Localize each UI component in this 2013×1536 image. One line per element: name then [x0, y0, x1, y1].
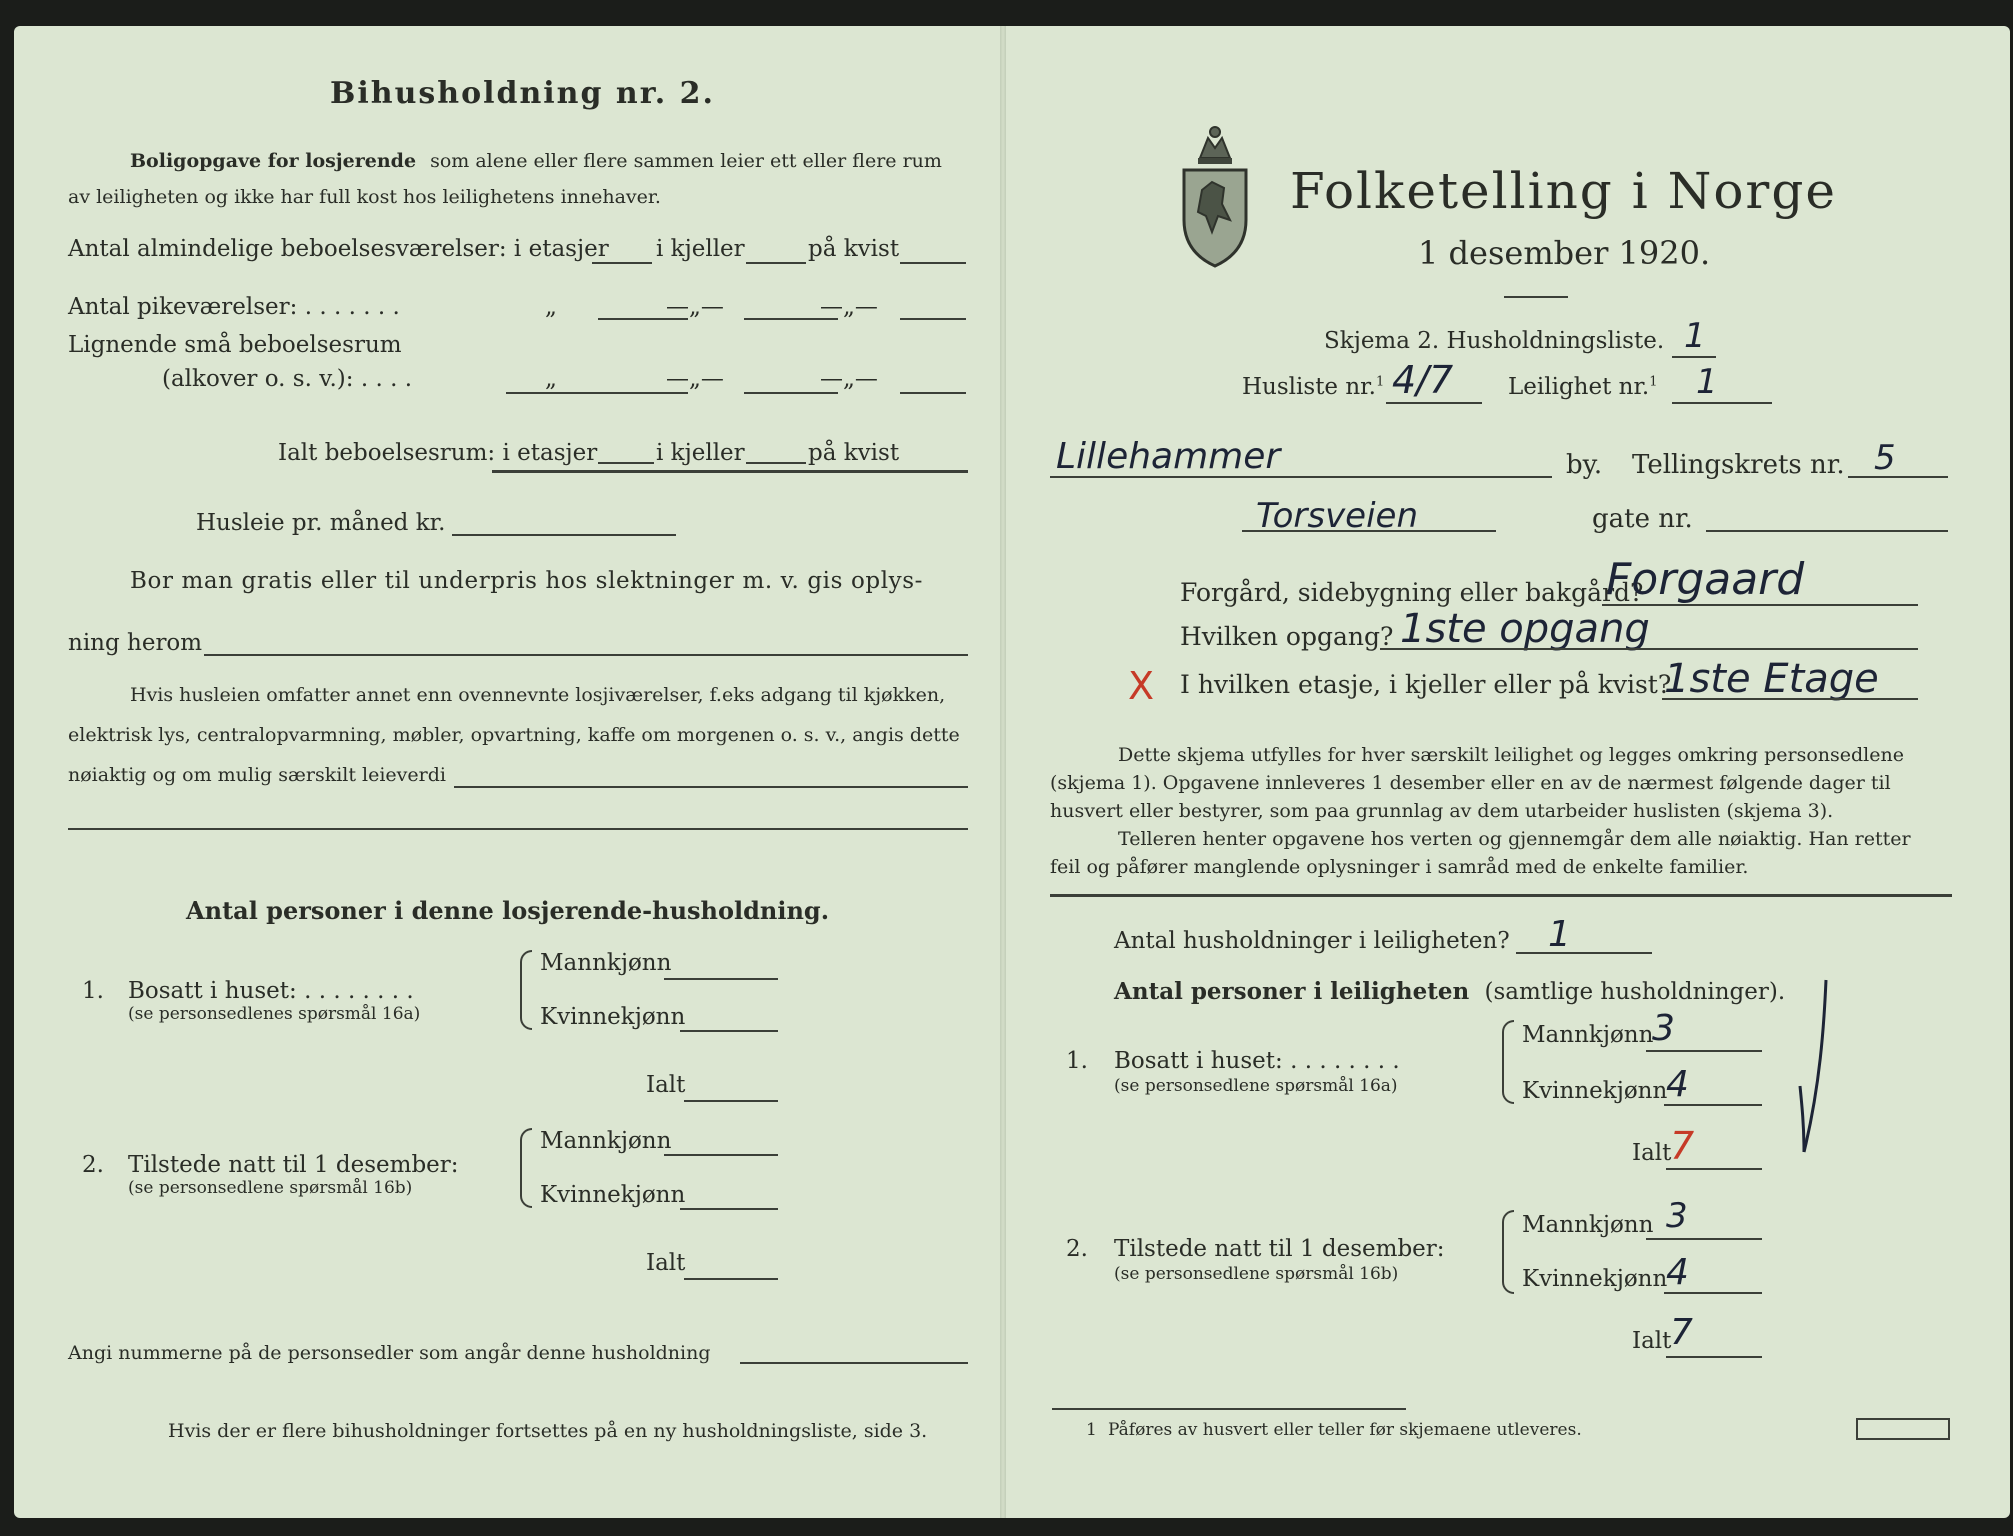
r-bosatt-mann-field[interactable]	[1646, 1050, 1762, 1052]
ditto-mark: „	[545, 294, 557, 320]
footnote-num: 1	[1086, 1420, 1097, 1440]
krets-value: 5	[1874, 438, 1896, 478]
by-label: by.	[1566, 450, 1603, 480]
ditto-dash: —„—	[666, 366, 724, 392]
gate-field[interactable]	[1242, 530, 1496, 532]
kvist-field[interactable]	[900, 262, 966, 264]
husleie-field[interactable]	[452, 534, 676, 536]
bosatt-mann-field[interactable]	[664, 978, 778, 980]
gratis-field[interactable]	[204, 654, 968, 656]
dette-line-1: Dette skjema utfylles for hver særskilt leilighet og legges omkring personsedlene	[1118, 744, 1904, 766]
gate-value: Torsveien	[1256, 496, 1419, 536]
r-bosatt-ref: (se personsedlene spørsmål 16a)	[1114, 1076, 1398, 1096]
r-tilstede-brace	[1502, 1210, 1514, 1294]
bosatt-kvinne-label: Kvinnekjønn	[540, 1004, 686, 1030]
lign-etasjer-field[interactable]	[506, 392, 688, 394]
tilstede-mann-field[interactable]	[664, 1154, 778, 1156]
tilstede-mann-label: Mannkjønn	[540, 1128, 672, 1154]
r-tilstede-kvinne-label: Kvinnekjønn	[1522, 1266, 1668, 1292]
row-antal-label: Antal almindelige beboelsesværelser: i etasjer	[68, 236, 609, 262]
dette-line-2: (skjema 1). Opgavene innleveres 1 desember eller en av de nærmest følgende dager til	[1050, 772, 1891, 794]
intro-line-2: av leiligheten og ikke har full kost hos leilighetens innehaver.	[68, 186, 661, 208]
r-tilstede-kvinne-value: 4	[1666, 1252, 1689, 1293]
etasje-label: I hvilken etasje, i kjeller eller på kvist?	[1180, 670, 1672, 699]
bosatt-ialt-field[interactable]	[684, 1100, 778, 1102]
leilighet-field[interactable]	[1672, 402, 1772, 404]
opgang-value: 1ste opgang	[1400, 606, 1650, 652]
husliste-label	[1242, 374, 1384, 400]
r-bosatt-mann-label: Mannkjønn	[1522, 1022, 1654, 1048]
antal-pers-heading	[1114, 978, 1785, 1005]
r-tilstede-ialt-label: Ialt	[1632, 1328, 1672, 1354]
antal-pers-rest: (samtlige husholdninger).	[1484, 979, 1786, 1005]
r-tilstede-mann-label: Mannkjønn	[1522, 1212, 1654, 1238]
by-value: Lillehammer	[1056, 436, 1281, 477]
tilstede-ialt-label: Ialt	[646, 1250, 686, 1276]
antal-hush-field[interactable]	[1516, 952, 1652, 954]
gate-label: gate nr.	[1592, 504, 1693, 534]
leieverdi-field-2[interactable]	[68, 828, 968, 830]
bosatt-kvinne-field[interactable]	[680, 1030, 778, 1032]
ialt-kjeller-field[interactable]	[746, 462, 806, 464]
etasje-field[interactable]	[1662, 698, 1918, 700]
intro-line-1	[130, 150, 942, 172]
kvist-label: på kvist	[808, 236, 900, 262]
antal-pers-bold: Antal personer i leiligheten	[1114, 978, 1470, 1005]
ditto-dash: —„—	[820, 366, 878, 392]
ialt-etasjer-field[interactable]	[598, 462, 654, 464]
r-tilstede-label: Tilstede natt til 1 desember:	[1114, 1236, 1445, 1262]
ditto-mark: „	[545, 366, 557, 392]
census-date: 1 desember 1920.	[1418, 234, 1711, 272]
bosatt-label: Bosatt i huset: . . . . . . . .	[128, 978, 414, 1004]
hvis-line-2: elektrisk lys, centralopvarmning, møbler, opvartning, kaffe om morgenen o. s. v., angis dette	[68, 724, 960, 746]
page-fold	[1000, 26, 1006, 1518]
r-bosatt-kvinne-field[interactable]	[1664, 1104, 1762, 1106]
footnote-ref: 1	[1375, 374, 1385, 390]
hvis-line-3: nøiaktig og om mulig særskilt leieverdi	[68, 764, 446, 786]
fortsett-note: Hvis der er flere bihusholdninger fortsettes på en ny husholdningsliste, side 3.	[168, 1420, 928, 1442]
tilstede-num: 2.	[82, 1152, 104, 1178]
row-lign-1: Lignende små beboelsesrum	[68, 332, 402, 358]
bosatt-num: 1.	[82, 978, 104, 1004]
hush-nr-value: 1	[1684, 316, 1706, 356]
bosatt-ref: (se personsedlenes spørsmål 16a)	[128, 1004, 421, 1024]
r-tilstede-ialt-value: 7	[1670, 1312, 1693, 1353]
tilstede-ref: (se personsedlene spørsmål 16b)	[128, 1178, 413, 1198]
left-title: Bihusholdning nr. 2.	[330, 76, 715, 111]
footnote-rule	[1052, 1408, 1406, 1410]
check-stroke-icon	[1796, 976, 1836, 1156]
bosatt-brace	[520, 950, 532, 1030]
r-tilstede-num: 2.	[1066, 1236, 1088, 1262]
kjeller-field[interactable]	[746, 262, 806, 264]
printer-stamp	[1856, 1418, 1950, 1440]
antal-hush-label: Antal husholdninger i leiligheten?	[1114, 928, 1510, 954]
husliste-text: Husliste nr.	[1242, 374, 1376, 400]
leieverdi-field[interactable]	[454, 786, 968, 788]
gratis-line-2: ning herom	[68, 630, 203, 656]
krets-field[interactable]	[1848, 476, 1948, 478]
angi-label: Angi nummerne på de personsedler som angår denne husholdning	[68, 1342, 711, 1364]
red-check-mark: X	[1128, 664, 1155, 708]
tilstede-label: Tilstede natt til 1 desember:	[128, 1152, 459, 1178]
opgang-label: Hvilken opgang?	[1180, 622, 1394, 651]
r-tilstede-mann-value: 3	[1666, 1196, 1688, 1236]
r-bosatt-label: Bosatt i huset: . . . . . . . .	[1114, 1048, 1400, 1074]
census-title: Folketelling i Norge	[1290, 162, 1837, 220]
by-field[interactable]	[1050, 476, 1552, 478]
etasjer-field[interactable]	[592, 262, 652, 264]
antal-hush-value: 1	[1548, 914, 1571, 955]
row-lign-2: (alkover o. s. v.): . . . .	[162, 366, 413, 392]
r-bosatt-mann-value: 3	[1652, 1008, 1675, 1049]
footnote-text: Påføres av husvert eller teller før skjemaene utleveres.	[1108, 1420, 1582, 1440]
r-bosatt-ialt-label: Ialt	[1632, 1140, 1672, 1166]
angi-field[interactable]	[740, 1362, 968, 1364]
coat-of-arms-icon	[1178, 120, 1252, 270]
r-tilstede-mann-field[interactable]	[1646, 1238, 1762, 1240]
leilighet-value: 1	[1696, 362, 1718, 402]
ditto-dash: —„—	[820, 294, 878, 320]
telleren-line-1: Telleren henter opgavene hos verten og gjennemgår dem alle nøiaktig. Han retter	[1118, 828, 1911, 850]
r-tilstede-kvinne-field[interactable]	[1664, 1292, 1762, 1294]
gaard-value: Forgaard	[1606, 554, 1805, 605]
etasje-value: 1ste Etage	[1664, 656, 1879, 702]
bosatt-ialt-label: Ialt	[646, 1072, 686, 1098]
r-bosatt-num: 1.	[1066, 1048, 1088, 1074]
kjeller-label: i kjeller	[656, 236, 745, 262]
r-bosatt-ialt-field[interactable]	[1666, 1168, 1762, 1170]
telleren-line-2: feil og påfører manglende oplysninger i samråd med de enkelte familier.	[1050, 856, 1749, 878]
hvis-line-1: Hvis husleien omfatter annet enn ovennevnte losjiværelser, f.eks adgang til kjøkken,	[130, 684, 946, 706]
r-tilstede-ialt-field[interactable]	[1666, 1356, 1762, 1358]
row-pike-label: Antal pikeværelser: . . . . . . .	[68, 294, 400, 320]
ialt-kvist-label: på kvist	[808, 440, 900, 466]
r-bosatt-kvinne-value: 4	[1666, 1064, 1689, 1105]
r-bosatt-kvinne-label: Kvinnekjønn	[1522, 1078, 1668, 1104]
ialt-kjeller-label: i kjeller	[656, 440, 745, 466]
skjema-label: Skjema 2. Husholdningsliste.	[1324, 328, 1665, 354]
tellingskrets-label: Tellingskrets nr.	[1632, 450, 1845, 480]
ialt-rum-label: Ialt beboelsesrum: i etasjer	[278, 440, 598, 466]
lign-kjeller-field[interactable]	[744, 392, 838, 394]
tilstede-ialt-field[interactable]	[684, 1278, 778, 1280]
leilighet-text: Leilighet nr.	[1508, 374, 1650, 400]
bosatt-mann-label: Mannkjønn	[540, 950, 672, 976]
hush-nr-field[interactable]	[1672, 356, 1716, 358]
r-bosatt-brace	[1502, 1020, 1514, 1104]
leilighet-label	[1508, 374, 1658, 400]
gate-nr-field[interactable]	[1706, 530, 1948, 532]
footnote-ref: 1	[1649, 374, 1658, 390]
gratis-line-1: Bor man gratis eller til underpris hos slektninger m. v. gis oplys-	[130, 568, 924, 594]
tilstede-kvinne-label: Kvinnekjønn	[540, 1182, 686, 1208]
forgaard-label: Forgård, sidebygning eller bakgård?	[1180, 578, 1644, 607]
intro-bold: Boligopgave for losjerende	[130, 150, 417, 172]
dette-line-3: husvert eller bestyrer, som paa grunnlag av dem utarbeider huslisten (skjema 3).	[1050, 800, 1834, 822]
husleie-label: Husleie pr. måned kr.	[196, 510, 446, 536]
tilstede-brace	[520, 1128, 532, 1208]
lign-kvist-field[interactable]	[900, 392, 966, 394]
pike-kvist-field[interactable]	[900, 318, 966, 320]
ditto-dash: —„—	[666, 294, 724, 320]
tilstede-kvinne-field[interactable]	[680, 1208, 778, 1210]
husliste-field[interactable]	[1386, 402, 1482, 404]
antal-personer-heading: Antal personer i denne losjerende-husholdning.	[186, 896, 830, 925]
title-rule	[1504, 296, 1568, 298]
husliste-value: 4/7	[1392, 358, 1454, 402]
opgang-field[interactable]	[1380, 648, 1918, 650]
r-bosatt-ialt-value: 7	[1670, 1124, 1695, 1168]
sum-line	[492, 470, 968, 473]
instructions-rule	[1050, 894, 1952, 897]
r-tilstede-ref: (se personsedlene spørsmål 16b)	[1114, 1264, 1399, 1284]
intro-rest: som alene eller flere sammen leier ett eller flere rum	[430, 150, 942, 172]
